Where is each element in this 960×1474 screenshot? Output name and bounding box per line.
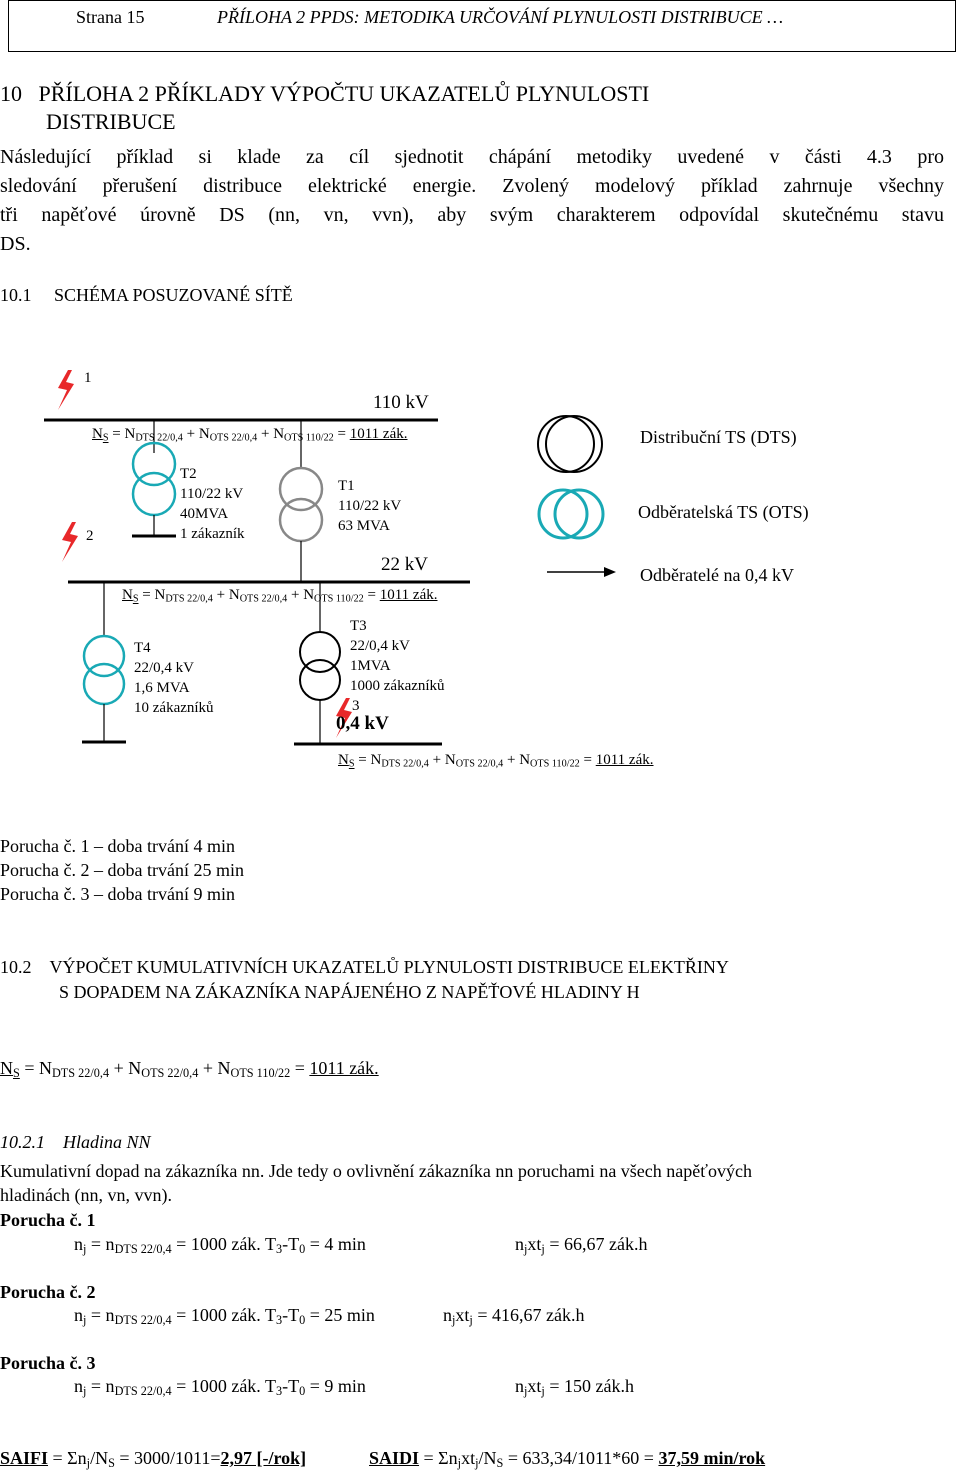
page-header <box>8 0 956 52</box>
t4-transformer-symbol <box>84 636 124 704</box>
case-3-formula: $n_j = n_{DTS 22/0,4} = 1000$ zák. $T_3-T_0 = 9$ min <box>74 1376 366 1399</box>
ns-formula: $N_S = N_{DTS 22/0,4} + N_{OTS 22/0,4} + N_{OTS 110/22} = 1011$ zák. <box>0 1058 379 1081</box>
t3-label: T3 22/0,4 kV 1MVA 1000 zákazníků <box>350 618 445 694</box>
page-number: Strana 15 <box>76 7 145 27</box>
case-3-label: Porucha č. 3 <box>0 1353 96 1373</box>
section-heading <box>0 81 649 107</box>
section-10-2-1-para-2: hladinách (nn, vn, vvn). <box>0 1185 172 1205</box>
intro-line-3: tři napěťové úrovně DS (nn, vn, vvn), aby svým charakterem odpovídal skutečnému stavu <box>0 204 944 226</box>
t4-label: T4 22/0,4 kV 1,6 MVA 10 zákazníků <box>134 640 214 716</box>
fault-3-label: 3 <box>352 698 360 714</box>
header-title: PŘÍLOHA 2 PPDS: METODIKA URČOVÁNÍ PLYNULOSTI DISTRIBUCE … <box>217 7 784 27</box>
t2-transformer-symbol <box>133 443 175 515</box>
legend-consumers-label: Odběratelé na 0,4 kV <box>640 565 794 585</box>
fault-1-lightning-icon <box>58 370 74 410</box>
subsection-number: 10.1 <box>0 285 32 305</box>
case-2-formula: $n_j = n_{DTS 22/0,4} = 1000$ zák. $T_3-T_0 = 25$ min <box>74 1305 375 1328</box>
intro-line-1: Následující příklad si klade za cíl sjednotit chápání metodiky uvedené v části 4.3 pro <box>0 146 944 168</box>
formula-22kv: $N_S = N_{DTS 22/0,4} + N_{OTS 22/0,4} + N_{OTS 110/22} = 1011$ zák. <box>122 587 438 605</box>
section-number: 10 <box>0 81 22 106</box>
fault-item: Porucha č. 3 – doba trvání 9 min <box>0 884 235 904</box>
t3-transformer-symbol <box>300 632 340 700</box>
section-title: PŘÍLOHA 2 PŘÍKLADY VÝPOČTU UKAZATELŮ PLYNULOSTI <box>38 81 650 106</box>
subsection-title: SCHÉMA POSUZOVANÉ SÍTĚ <box>54 285 293 305</box>
fault-2-label: 2 <box>86 528 94 544</box>
t2-label: T2 110/22 kV 40MVA 1 zákazník <box>180 466 245 542</box>
saidi-summary: SAIDI = $\Sigma n_jxt_j/N_S = 633,34/1011*60 = 37,59$ min/rok <box>369 1448 766 1471</box>
t1-label: T1 110/22 kV 63 MVA <box>338 478 402 534</box>
fault-item: Porucha č. 2 – doba trvání 25 min <box>0 860 244 880</box>
case-3-product: $n_jxt_j = 150$ zák.h <box>515 1376 634 1399</box>
subsection-heading <box>0 285 293 306</box>
case-1-label: Porucha č. 1 <box>0 1210 96 1230</box>
legend-dts-label: Distribuční TS (DTS) <box>640 427 797 447</box>
legend-ots-label: Odběratelská TS (OTS) <box>638 502 809 522</box>
legend-ots-symbol <box>539 490 603 538</box>
case-2-label: Porucha č. 2 <box>0 1282 96 1302</box>
bus-22kv-label: 22 kV <box>381 554 428 575</box>
fault-2-lightning-icon <box>62 522 78 562</box>
section-10-2-1-heading: 10.2.1 Hladina NN <box>0 1132 151 1152</box>
saifi-summary: SAIFI = $\Sigma n_j/N_S = 3000/1011=2,97$ [-/rok] <box>0 1448 307 1471</box>
section-10-2-heading: 10.2 VÝPOČET KUMULATIVNÍCH UKAZATELŮ PLYNULOSTI DISTRIBUCE ELEKTŘINY <box>0 957 729 977</box>
intro-line-4: DS. <box>0 233 31 255</box>
formula-110kv: $N_S = N_{DTS 22/0,4} + N_{OTS 22/0,4} + N_{OTS 110/22} = 1011$ zák. <box>92 426 408 444</box>
bus-04kv-label: 0,4 kV <box>336 713 389 734</box>
section-10-2-1-para-1: Kumulativní dopad na zákazníka nn. Jde tedy o ovlivnění zákazníka nn poruchami na všech napěťových <box>0 1161 752 1181</box>
case-2-product: $n_jxt_j = 416,67$ zák.h <box>443 1305 585 1328</box>
bus-110kv-label: 110 kV <box>373 392 429 413</box>
section-title-cont: DISTRIBUCE <box>46 109 176 134</box>
case-1-formula: $n_j = n_{DTS 22/0,4} = 1000$ zák. $T_3-T_0 = 4$ min <box>74 1234 366 1257</box>
t1-transformer-symbol <box>280 468 322 541</box>
case-1-product: $n_jxt_j = 66,67$ zák.h <box>515 1234 648 1257</box>
fault-item: Porucha č. 1 – doba trvání 4 min <box>0 836 235 856</box>
legend-dts-symbol <box>538 416 602 472</box>
fault-1-label: 1 <box>84 370 92 386</box>
formula-04kv: $N_S = N_{DTS 22/0,4} + N_{OTS 22/0,4} + N_{OTS 110/22} = 1011$ zák. <box>338 752 654 770</box>
legend-arrow-icon <box>547 567 616 577</box>
intro-line-2: sledování přerušení distribuce elektrické energie. Zvolený modelový příklad zahrnuje všechny <box>0 175 944 197</box>
section-10-2-heading-cont: S DOPADEM NA ZÁKAZNÍKA NAPÁJENÉHO Z NAPĚŤOVÉ HLADINY H <box>59 982 640 1002</box>
